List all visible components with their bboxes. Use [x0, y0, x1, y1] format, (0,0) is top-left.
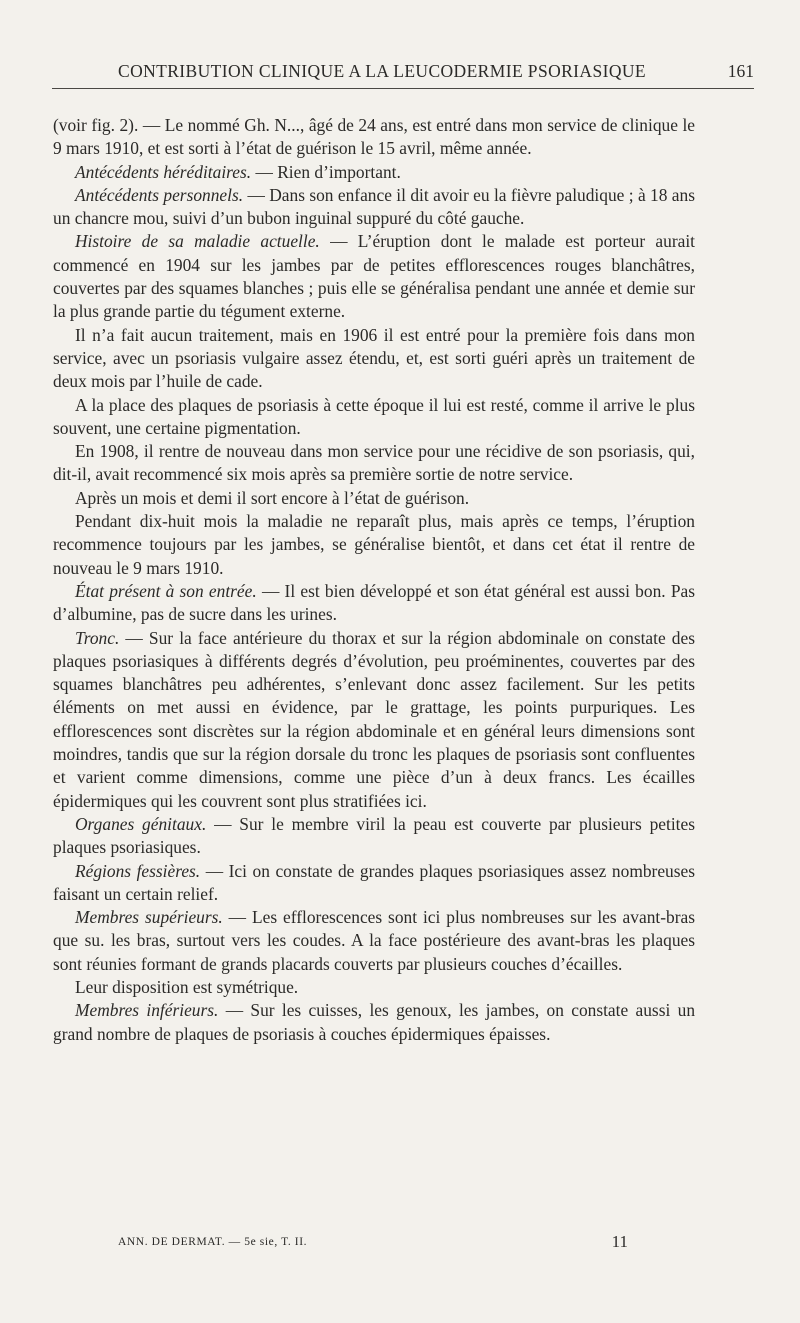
- paragraph-label: Antécédents héréditaires.: [75, 161, 252, 182]
- paragraph-text: — Dans son enfance il dit avoir eu la fièvre paludique ; à 18 ans un chancre mou, suivi d’un bubon inguinal suppuré du côté gauche.: [53, 184, 695, 229]
- paragraph-label: Antécédents personnels.: [75, 184, 244, 205]
- page-footer: [118, 1232, 628, 1254]
- paragraph-text: — Il est bien développé et son état général est aussi bon. Pas d’albumine, pas de sucre dans les urines.: [53, 580, 695, 625]
- paragraph-text: Il n’a fait aucun traitement, mais en 1906 il est entré pour la première fois dans mon service, avec un psoriasis vulgaire assez étendu, et, est sorti guéri après un traitement de deux mois par l’huile de cade.: [53, 324, 695, 392]
- paragraph-text: — Rien d’important.: [251, 161, 401, 182]
- body-text: [53, 114, 695, 1046]
- paragraph: [53, 230, 695, 323]
- paragraph: [53, 440, 695, 487]
- paragraph-text: A la place des plaques de psoriasis à cette époque il lui est resté, comme il arrive le plus souvent, une certaine pigmentation.: [53, 394, 695, 438]
- paragraph: [53, 394, 695, 441]
- paragraph-label: Tronc.: [75, 627, 120, 648]
- paragraph-text: — Les efflorescences sont ici plus nombreuses sur les avant-bras que su. les bras, surtout vers les coudes. A la face postérieure des avant-bras les plaques sont réunies formant de grands placards couverts par plusieurs couches d’écailles.: [53, 907, 695, 974]
- paragraph: [53, 627, 695, 813]
- paragraph: [53, 976, 695, 999]
- paragraph: [53, 510, 695, 580]
- paragraph: [53, 580, 695, 627]
- paragraph-text: Leur disposition est symétrique.: [75, 976, 299, 997]
- paragraph-text: — L’éruption dont le malade est porteur aurait commencé en 1904 sur les jambes par de petites efflorescences rouges blanchâtres, couvertes par des squames blanches ; puis elle se généralisa pendant une année et demie sur la plus grande partie du tégument externe.: [53, 231, 695, 322]
- paragraph: [53, 860, 695, 907]
- running-title: CONTRIBUTION CLINIQUE A LA LEUCODERMIE PSORIASIQUE: [118, 61, 646, 81]
- paragraph-label: Organes génitaux.: [75, 813, 207, 834]
- paragraph-text: Après un mois et demi il sort encore à l’état de guérison.: [75, 487, 470, 508]
- paragraph-text: (voir fig. 2). — Le nommé Gh. N..., âgé de 24 ans, est entré dans mon service de clinique le 9 mars 1910, et est sorti à l’état de guérison le 15 avril, même année.: [53, 115, 695, 159]
- paragraph: [53, 324, 695, 394]
- paragraph-label: Membres inférieurs.: [75, 1000, 219, 1021]
- paragraph-text: — Sur la face antérieure du thorax et sur la région abdominale on constate des plaques psoriasiques à différents degrés d’évolution, peu proéminentes, couvertes par des squames blanchâtres peu adhérentes, s’enlevant donc assez facilement. Sur les petits éléments on met aussi en évidence, par le grattage, les points purpuriques. Les efflorescences sont discrètes sur la région abdominale et en général leurs dimensions sont moindres, tandis que sur la région dorsale du tronc les plaques de psoriasis sont confluentes et varient comme dimensions, comme une pièce d’un à deux francs. Les écailles épidermiques qui les couvrent sont plus stratifiées ici.: [53, 627, 695, 811]
- paragraph: [53, 906, 695, 976]
- paragraph-label: Membres supérieurs.: [75, 907, 223, 928]
- paragraph-label: État présent à son entrée.: [75, 580, 257, 601]
- paragraph: [53, 161, 695, 184]
- page-header: [52, 58, 754, 89]
- signature-mark: 11: [611, 1232, 628, 1251]
- paragraph-label: Régions fessières.: [75, 860, 201, 881]
- paragraph: [53, 813, 695, 860]
- paragraph-text: — Ici on constate de grandes plaques psoriasiques assez nombreuses faisant un certain relief.: [53, 860, 695, 904]
- paragraph: [53, 114, 695, 161]
- paragraph-text: — Sur les cuisses, les genoux, les jambes, on constate aussi un grand nombre de plaques de psoriasis à couches épidermiques épaisses.: [53, 1000, 696, 1044]
- journal-reference: ANN. DE DERMAT. — 5e sie, T. II.: [118, 1236, 308, 1248]
- page-number: 161: [727, 61, 754, 81]
- paragraph: [53, 184, 695, 231]
- paragraph: [53, 487, 695, 510]
- paragraph-text: En 1908, il rentre de nouveau dans mon service pour une récidive de son psoriasis, qui, dit-il, avait recommencé six mois après sa première sortie de notre service.: [53, 441, 695, 485]
- paragraph-text: Pendant dix-huit mois la maladie ne reparaît plus, mais après ce temps, l’éruption recommence toujours par les jambes, se généralise bientôt, et dans cet état il rentre de nouveau le 9 mars 1910.: [53, 511, 695, 578]
- paragraph: [53, 999, 695, 1046]
- paragraph-label: Histoire de sa maladie actuelle.: [75, 231, 320, 252]
- paragraph-text: — Sur le membre viril la peau est couverte par plusieurs petites plaques psoriasiques.: [53, 813, 695, 858]
